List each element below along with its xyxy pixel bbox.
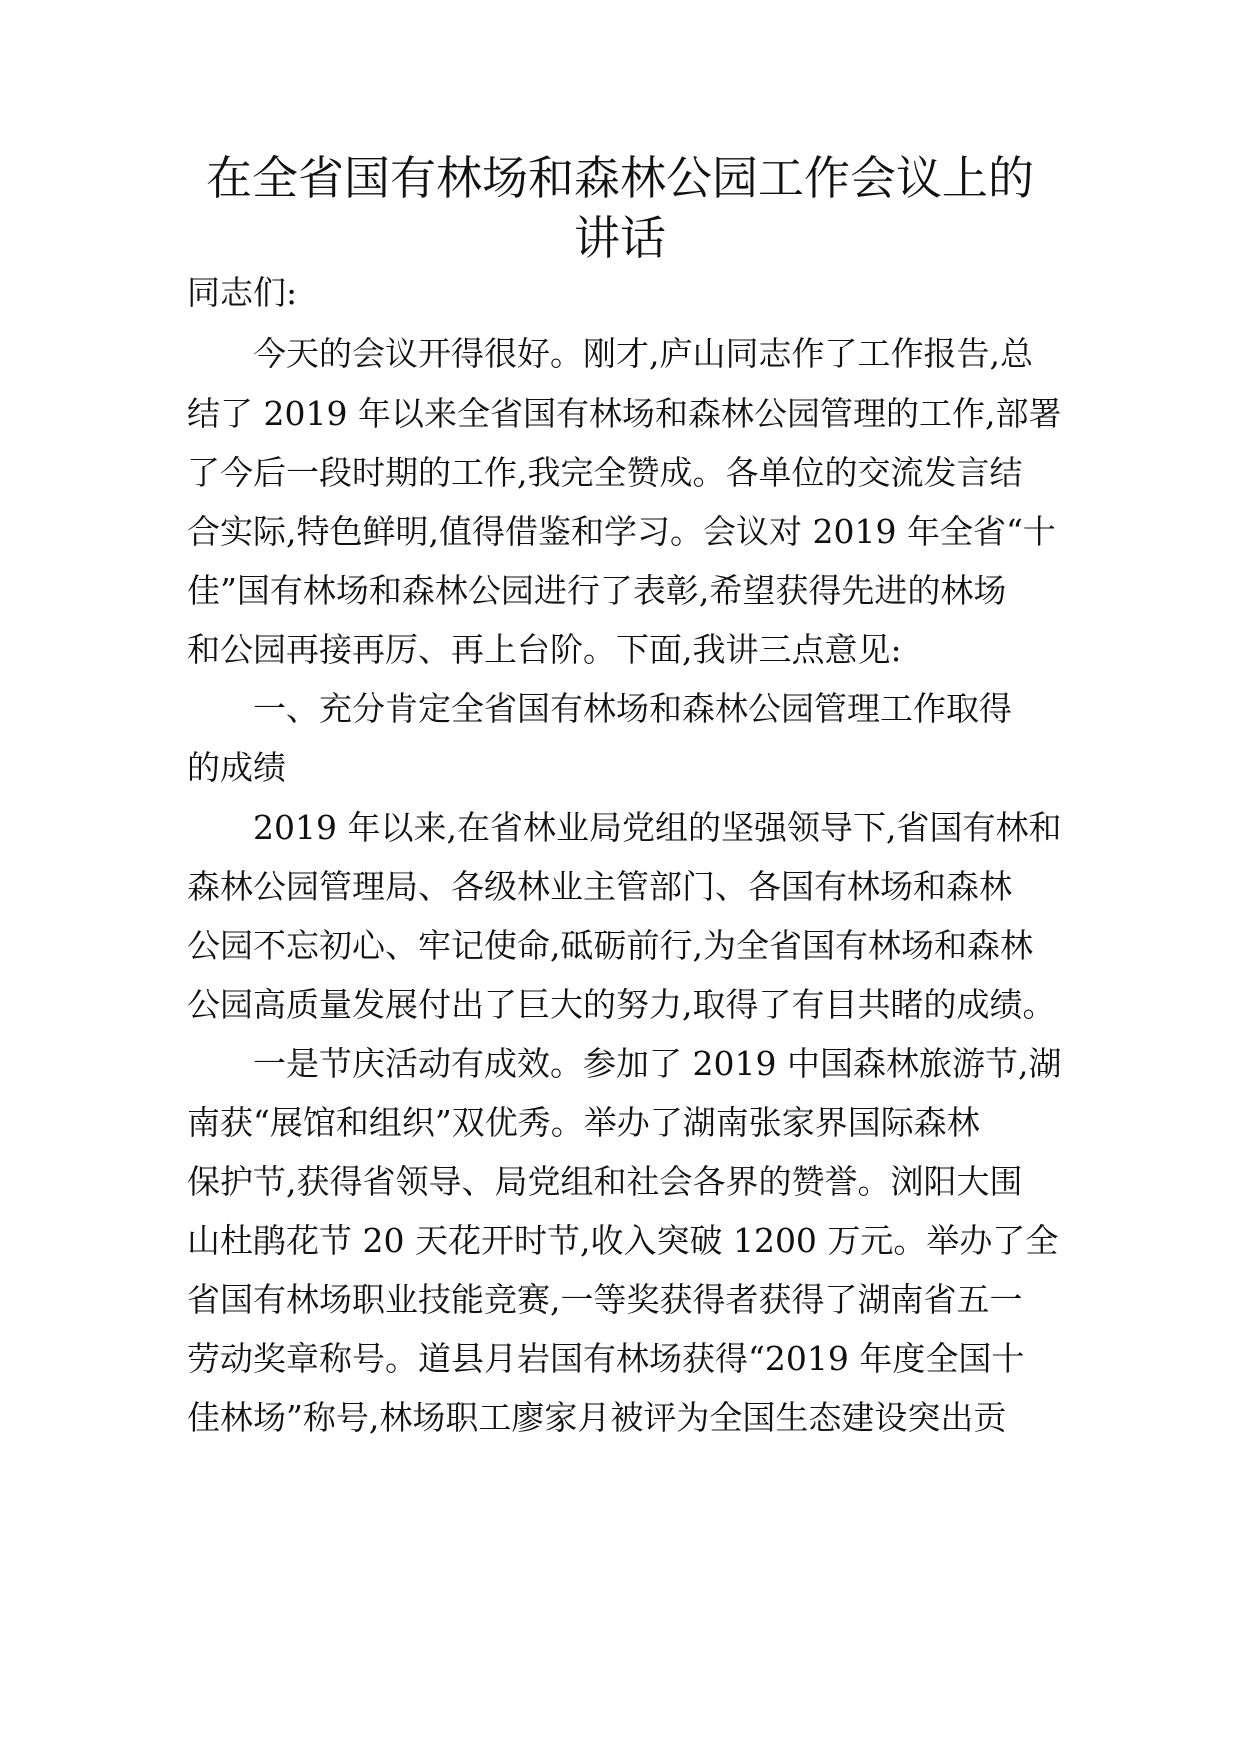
paragraph-line: 合实际,特色鲜明,值得借鉴和学习。会议对 2019 年全省“十 xyxy=(187,512,1056,551)
paragraph-line: 公园不忘初心、牢记使命,砥砺前行,为全省国有林场和森林 xyxy=(187,926,1033,965)
section-heading: 一、充分肯定全省国有林场和森林公园管理工作取得 xyxy=(253,689,1012,728)
paragraph-line: 2019 年以来,在省林业局党组的坚强领导下,省国有林和 xyxy=(253,808,1062,847)
paragraph-line: 南获“展馆和组织”双优秀。举办了湖南张家界国际森林 xyxy=(187,1103,980,1142)
section-heading: 的成绩 xyxy=(187,748,286,787)
paragraph-line: 了今后一段时期的工作,我完全赞成。各单位的交流发言结 xyxy=(187,453,1023,492)
paragraph-line: 森林公园管理局、各级林业主管部门、各国有林场和森林 xyxy=(187,867,1012,906)
paragraph-line: 劳动奖章称号。道县月岩国有林场获得“2019 年度全国十 xyxy=(187,1339,1025,1378)
paragraph-line: 一是节庆活动有成效。参加了 2019 中国森林旅游节,湖 xyxy=(253,1044,1062,1083)
salutation: 同志们: xyxy=(187,273,298,312)
paragraph-line: 佳”国有林场和森林公园进行了表彰,希望获得先进的林场 xyxy=(187,571,1007,610)
document-title-line-1: 在全省国有林场和森林公园工作会议上的 xyxy=(206,151,1034,205)
paragraph-line: 省国有林场职业技能竞赛,一等奖获得者获得了湖南省五一 xyxy=(187,1280,1023,1319)
paragraph-line: 公园高质量发展付出了巨大的努力,取得了有目共睹的成绩。 xyxy=(187,985,1056,1024)
document-title-line-2: 讲话 xyxy=(574,211,666,265)
paragraph-line: 保护节,获得省领导、局党组和社会各界的赞誉。浏阳大围 xyxy=(187,1162,1023,1201)
paragraph-line: 佳林场”称号,林场职工廖家月被评为全国生态建设突出贡 xyxy=(187,1398,1007,1437)
paragraph-line: 结了 2019 年以来全省国有林场和森林公园管理的工作,部署 xyxy=(187,394,1062,433)
paragraph-line: 和公园再接再厉、再上台阶。下面,我讲三点意见: xyxy=(187,630,902,669)
paragraph-line: 山杜鹃花节 20 天花开时节,收入突破 1200 万元。举办了全 xyxy=(187,1221,1059,1260)
paragraph-line: 今天的会议开得很好。刚才,庐山同志作了工作报告,总 xyxy=(253,334,1033,373)
